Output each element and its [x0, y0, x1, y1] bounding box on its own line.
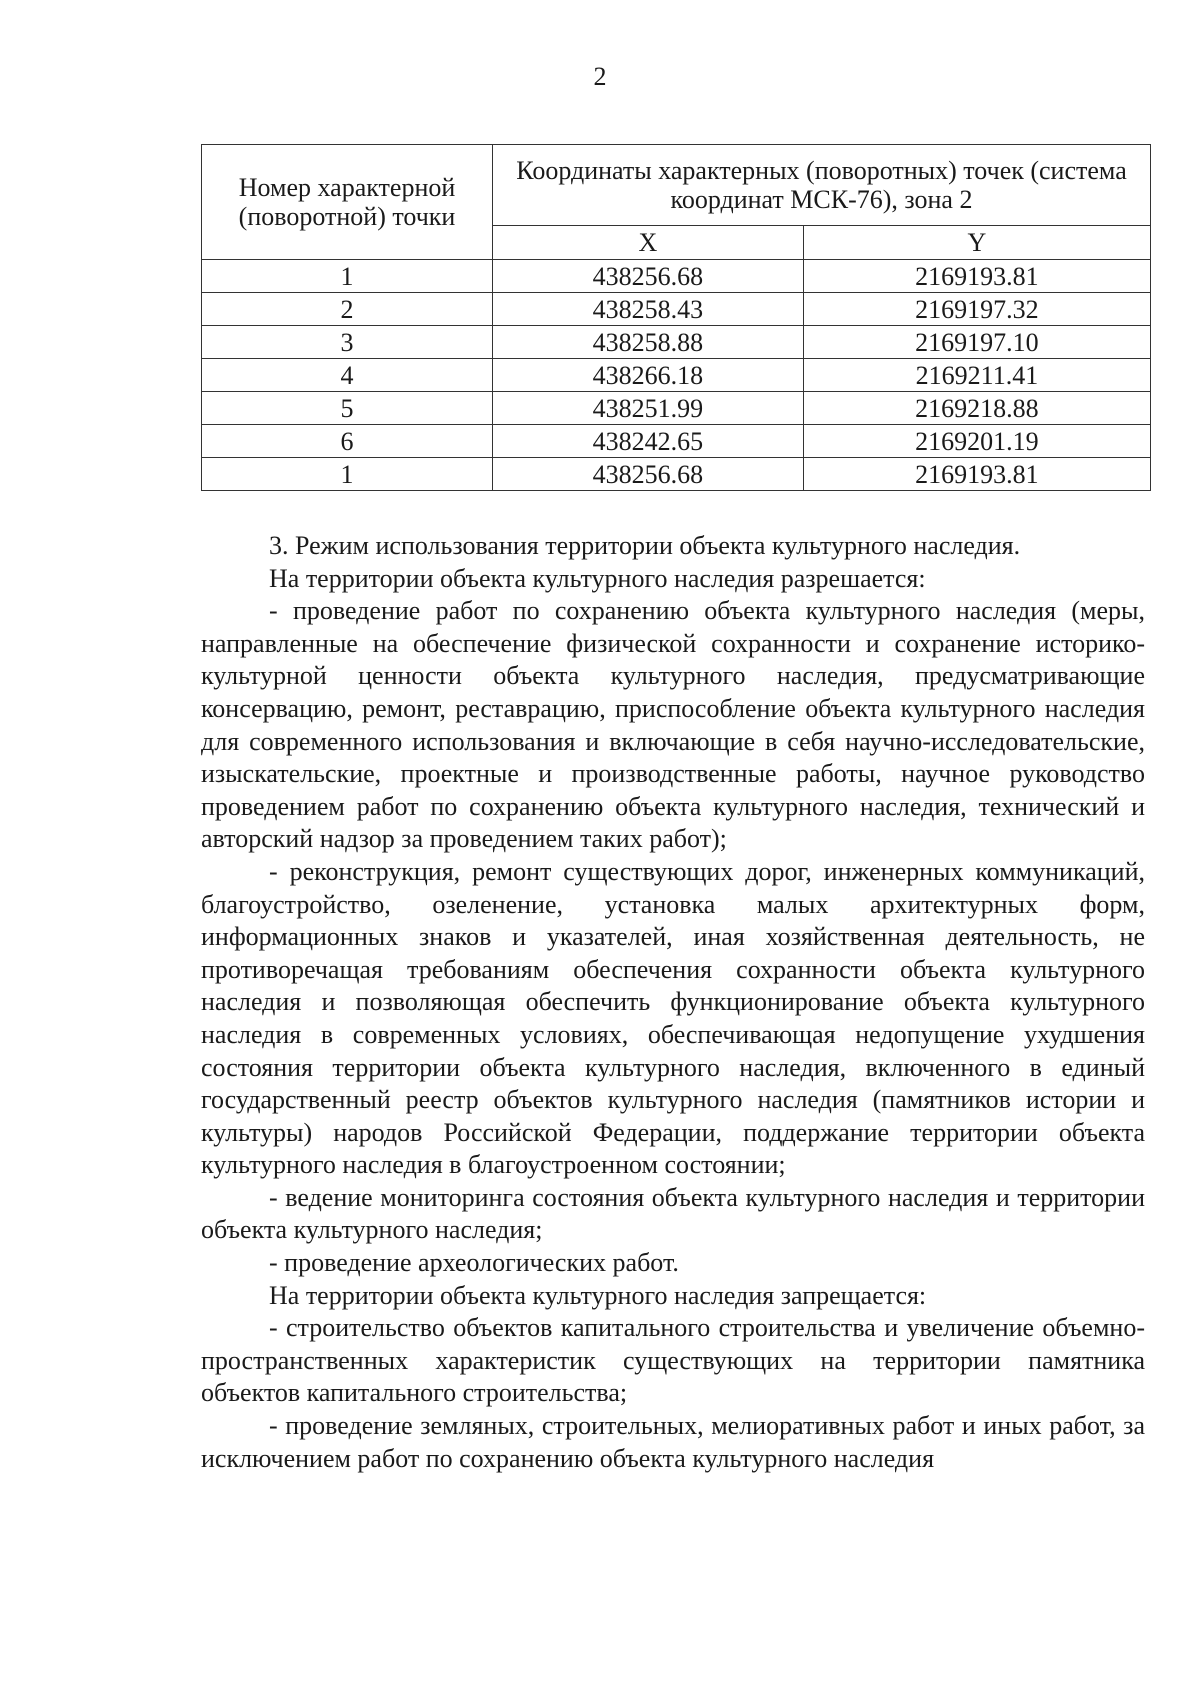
point-number: 2: [202, 293, 493, 326]
allowed-item: - проведение археологических работ.: [269, 1248, 679, 1278]
point-number: 4: [202, 359, 493, 392]
forbidden-item: - строительство объектов капитального строительства и увеличение объемно-пространственных характеристик существующих на территории памятника объектов капитального строительства;: [201, 1313, 1145, 1408]
header-x: X: [493, 226, 804, 260]
coord-x: 438266.18: [493, 359, 804, 392]
table-row: [202, 359, 1151, 392]
section-title: 3. Режим использования территории объекта культурного наследия.: [269, 531, 1021, 560]
coordinates-table: [201, 144, 1151, 491]
coord-x: 438256.68: [493, 458, 804, 491]
allowed-item: - реконструкция, ремонт существующих дорог, инженерных коммуникаций, благоустройство, озеленение, установка малых архитектурных форм, информационных знаков и указателей, иная хозяйственная деятельность, не противоречащая требованиям обеспечения сохранности объекта культурного наследия и позволяющая обеспечить функционирование объекта культурного наследия в современных условиях, обеспечивающая недопущение ухудшения состояния территории объекта культурного наследия, включенного в единый государственный реестр объектов культурного наследия (памятников истории и культуры) народов Российской Федерации, поддержание территории объекта культурного наследия в благоустроенном состоянии;: [201, 856, 1145, 1180]
page-number: 2: [593, 62, 607, 91]
table-row: [202, 293, 1151, 326]
point-number: 6: [202, 425, 493, 458]
point-number: 3: [202, 326, 493, 359]
point-number: 1: [202, 260, 493, 293]
coord-x: 438242.65: [493, 425, 804, 458]
allowed-item: - проведение работ по сохранению объекта культурного наследия (меры, направленные на обеспечение физической сохранности и сохранение историко-культурной ценности объекта культурного наследия, предусматривающие консервацию, ремонт, реставрацию, приспособление объекта культурного наследия для современного использования и включающие в себя научно-исследовательские, изыскательские, проектные и производственные работы, научное руководство проведением работ по сохранению объекта культурного наследия, технический и авторский надзор за проведением таких работ);: [201, 596, 1145, 854]
coord-y: 2169197.10: [803, 326, 1150, 359]
table-row: [202, 458, 1151, 491]
allowed-item: - ведение мониторинга состояния объекта культурного наследия и территории объекта культурного наследия;: [201, 1182, 1145, 1245]
coord-y: 2169201.19: [803, 425, 1150, 458]
point-number: 5: [202, 392, 493, 425]
coord-x: 438256.68: [493, 260, 804, 293]
coord-y: 2169211.41: [803, 359, 1150, 392]
table-row: [202, 392, 1151, 425]
coord-y: 2169193.81: [803, 458, 1150, 491]
point-number: 1: [202, 458, 493, 491]
table-row: [202, 326, 1151, 359]
forbidden-intro: На территории объекта культурного наследия запрещается:: [269, 1280, 927, 1310]
coord-y: 2169197.32: [803, 293, 1150, 326]
forbidden-item: - проведение земляных, строительных, мелиоративных работ и иных работ, за исключением работ по сохранению объекта культурного наследия: [201, 1411, 1145, 1473]
table-row: [202, 260, 1151, 293]
allowed-intro: На территории объекта культурного наследия разрешается:: [269, 563, 926, 593]
coord-x: 438258.43: [493, 293, 804, 326]
coord-x: 438251.99: [493, 392, 804, 425]
coord-y: 2169193.81: [803, 260, 1150, 293]
coord-x: 438258.88: [493, 326, 804, 359]
header-point-number: Номер характерной (поворотной) точки: [202, 145, 493, 260]
table-row: [202, 425, 1151, 458]
regime-text: [201, 530, 1145, 1475]
coord-y: 2169218.88: [803, 392, 1150, 425]
header-y: Y: [803, 226, 1150, 260]
header-coordinates: Координаты характерных (поворотных) точек (система координат МСК-76), зона 2: [493, 145, 1151, 226]
